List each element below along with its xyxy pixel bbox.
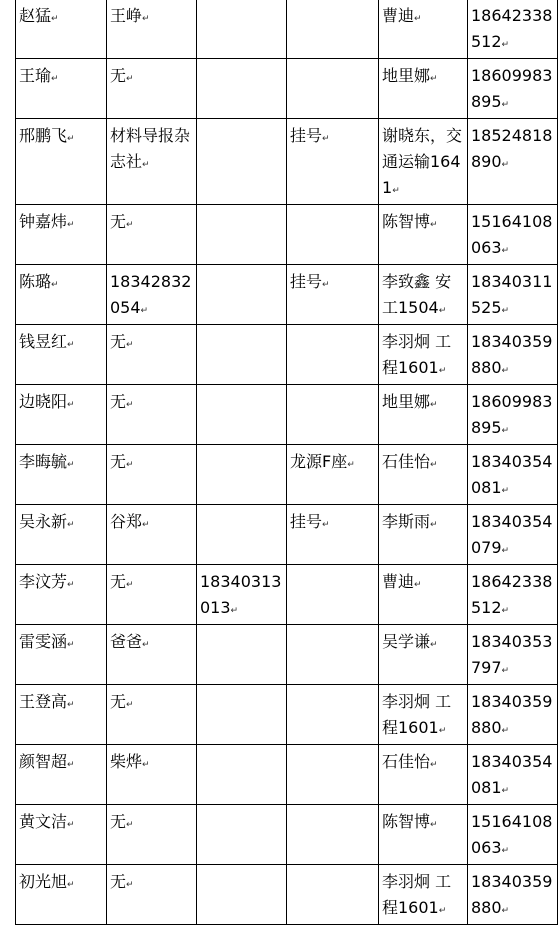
phone-cell: [197, 805, 287, 865]
table-row: [16, 385, 558, 445]
recipient-cell: [379, 805, 468, 865]
name-cell: [16, 0, 107, 59]
contact-cell: [107, 865, 197, 925]
contact-cell: [107, 805, 197, 865]
recipient-phone-cell: [468, 625, 558, 685]
cell-text: 李致鑫 安工1504: [382, 272, 452, 317]
paragraph-mark-icon: ↵: [322, 134, 330, 144]
contact-cell: [107, 505, 197, 565]
contact-cell: [107, 685, 197, 745]
paragraph-mark-icon: ↵: [126, 74, 134, 84]
recipient-phone-cell: [468, 205, 558, 265]
recipient-phone-cell: [468, 805, 558, 865]
paragraph-mark-icon: ↵: [67, 760, 75, 770]
contact-cell: [107, 565, 197, 625]
table-row: [16, 445, 558, 505]
cell-text: 谢晓东，交通运输1641: [382, 126, 463, 197]
cell-text: 18340354081: [471, 452, 553, 497]
note-cell: [287, 505, 379, 565]
recipient-phone-cell: [468, 745, 558, 805]
paragraph-mark-icon: ↵: [392, 186, 400, 196]
contact-cell: [107, 445, 197, 505]
phone-cell: [197, 0, 287, 59]
cell-text: 李晦毓: [19, 452, 68, 471]
cell-text: 柴烨: [110, 752, 143, 771]
cell-text: 18340313013: [200, 572, 282, 617]
paragraph-mark-icon: ↵: [501, 606, 510, 616]
cell-text: 18340359880: [471, 692, 553, 737]
table-row: [16, 205, 558, 265]
paragraph-mark-icon: ↵: [430, 640, 438, 650]
paragraph-mark-icon: ↵: [438, 306, 447, 316]
cell-text: 无: [110, 66, 127, 85]
paragraph-mark-icon: ↵: [430, 820, 438, 830]
paragraph-mark-icon: ↵: [142, 520, 150, 530]
cell-text: 赵猛: [19, 6, 52, 25]
cell-text: 龙源F座: [290, 452, 348, 471]
paragraph-mark-icon: ↵: [126, 400, 134, 410]
recipient-phone-cell: [468, 59, 558, 119]
note-cell: [287, 205, 379, 265]
cell-text: 地里娜: [382, 66, 431, 85]
paragraph-mark-icon: ↵: [126, 220, 134, 230]
name-cell: [16, 265, 107, 325]
cell-text: 边晓阳: [19, 392, 68, 411]
cell-text: 钱昱红: [19, 332, 68, 351]
name-cell: [16, 625, 107, 685]
name-cell: [16, 565, 107, 625]
name-cell: [16, 385, 107, 445]
table-row: [16, 745, 558, 805]
paragraph-mark-icon: ↵: [67, 220, 75, 230]
name-cell: [16, 119, 107, 205]
paragraph-mark-icon: ↵: [501, 246, 510, 256]
cell-text: 吴永新: [19, 512, 68, 531]
note-cell: [287, 565, 379, 625]
cell-text: 挂号: [290, 512, 323, 531]
cell-text: 颜智超: [19, 752, 68, 771]
paragraph-mark-icon: ↵: [501, 486, 510, 496]
paragraph-mark-icon: ↵: [67, 640, 75, 650]
note-cell: [287, 865, 379, 925]
cell-text: 吴学谦: [382, 632, 431, 651]
paragraph-mark-icon: ↵: [322, 520, 330, 530]
paragraph-mark-icon: ↵: [501, 100, 510, 110]
cell-text: 谷郑: [110, 512, 143, 531]
paragraph-mark-icon: ↵: [347, 460, 355, 470]
paragraph-mark-icon: ↵: [501, 546, 510, 556]
cell-text: 黄文洁: [19, 812, 68, 831]
phone-cell: [197, 565, 287, 625]
cell-text: 无: [110, 572, 127, 591]
name-cell: [16, 205, 107, 265]
contact-cell: [107, 265, 197, 325]
cell-text: 18340359880: [471, 332, 553, 377]
note-cell: [287, 685, 379, 745]
paragraph-mark-icon: ↵: [501, 366, 510, 376]
cell-text: 18609983895: [471, 392, 553, 437]
cell-text: 18642338512: [471, 572, 553, 617]
phone-cell: [197, 625, 287, 685]
paragraph-mark-icon: ↵: [430, 460, 438, 470]
cell-text: 王瑜: [19, 66, 52, 85]
cell-text: 李斯雨: [382, 512, 431, 531]
table-body: [16, 0, 558, 925]
contact-cell: [107, 745, 197, 805]
cell-text: 18340353797: [471, 632, 553, 677]
cell-text: 18642338512: [471, 6, 553, 51]
table-row: [16, 119, 558, 205]
note-cell: [287, 385, 379, 445]
paragraph-mark-icon: ↵: [126, 340, 134, 350]
phone-cell: [197, 59, 287, 119]
paragraph-mark-icon: ↵: [126, 700, 134, 710]
cell-text: 18340359880: [471, 872, 553, 917]
paragraph-mark-icon: ↵: [67, 340, 75, 350]
paragraph-mark-icon: ↵: [430, 760, 438, 770]
phone-cell: [197, 265, 287, 325]
cell-text: 18524818890: [471, 126, 553, 171]
paragraph-mark-icon: ↵: [501, 726, 510, 736]
phone-cell: [197, 205, 287, 265]
phone-cell: [197, 119, 287, 205]
cell-text: 18340354079: [471, 512, 553, 557]
recipient-cell: [379, 745, 468, 805]
paragraph-mark-icon: ↵: [126, 820, 134, 830]
cell-text: 无: [110, 872, 127, 891]
cell-text: 挂号: [290, 272, 323, 291]
name-cell: [16, 865, 107, 925]
recipient-phone-cell: [468, 119, 558, 205]
paragraph-mark-icon: ↵: [501, 846, 510, 856]
cell-text: 无: [110, 392, 127, 411]
paragraph-mark-icon: ↵: [414, 580, 422, 590]
recipient-cell: [379, 0, 468, 59]
cell-text: 李羽炯 工程1601: [382, 692, 452, 737]
phone-cell: [197, 445, 287, 505]
note-cell: [287, 805, 379, 865]
paragraph-mark-icon: ↵: [430, 74, 438, 84]
cell-text: 王登高: [19, 692, 68, 711]
table-row: [16, 265, 558, 325]
name-cell: [16, 59, 107, 119]
cell-text: 18609983895: [471, 66, 553, 111]
paragraph-mark-icon: ↵: [67, 580, 75, 590]
cell-text: 邢鹏飞: [19, 126, 68, 145]
contact-cell: [107, 0, 197, 59]
paragraph-mark-icon: ↵: [501, 666, 510, 676]
recipient-phone-cell: [468, 265, 558, 325]
paragraph-mark-icon: ↵: [142, 160, 150, 170]
cell-text: 石佳怡: [382, 452, 431, 471]
name-cell: [16, 805, 107, 865]
paragraph-mark-icon: ↵: [51, 14, 59, 24]
paragraph-mark-icon: ↵: [142, 640, 150, 650]
recipient-cell: [379, 445, 468, 505]
paragraph-mark-icon: ↵: [501, 426, 510, 436]
recipient-cell: [379, 205, 468, 265]
recipient-phone-cell: [468, 0, 558, 59]
note-cell: [287, 119, 379, 205]
cell-text: 18342832054: [110, 272, 192, 317]
paragraph-mark-icon: ↵: [501, 306, 510, 316]
contact-cell: [107, 119, 197, 205]
phone-cell: [197, 745, 287, 805]
table-row: [16, 325, 558, 385]
paragraph-mark-icon: ↵: [438, 366, 447, 376]
recipient-phone-cell: [468, 325, 558, 385]
recipient-cell: [379, 565, 468, 625]
recipient-cell: [379, 865, 468, 925]
name-cell: [16, 685, 107, 745]
cell-text: 陈璐: [19, 272, 52, 291]
recipient-cell: [379, 505, 468, 565]
paragraph-mark-icon: ↵: [67, 880, 75, 890]
note-cell: [287, 325, 379, 385]
note-cell: [287, 445, 379, 505]
table-row: [16, 59, 558, 119]
paragraph-mark-icon: ↵: [230, 606, 239, 616]
recipient-cell: [379, 685, 468, 745]
paragraph-mark-icon: ↵: [430, 220, 438, 230]
paragraph-mark-icon: ↵: [51, 74, 59, 84]
paragraph-mark-icon: ↵: [142, 760, 150, 770]
phone-cell: [197, 685, 287, 745]
recipient-phone-cell: [468, 385, 558, 445]
cell-text: 18340311525: [471, 272, 553, 317]
name-cell: [16, 505, 107, 565]
name-cell: [16, 325, 107, 385]
cell-text: 无: [110, 332, 127, 351]
recipient-phone-cell: [468, 865, 558, 925]
recipient-cell: [379, 325, 468, 385]
cell-text: 无: [110, 212, 127, 231]
contact-cell: [107, 325, 197, 385]
cell-text: 地里娜: [382, 392, 431, 411]
table-row: [16, 685, 558, 745]
paragraph-mark-icon: ↵: [438, 726, 447, 736]
paragraph-mark-icon: ↵: [126, 880, 134, 890]
note-cell: [287, 625, 379, 685]
paragraph-mark-icon: ↵: [67, 400, 75, 410]
table-row: [16, 0, 558, 59]
recipient-cell: [379, 119, 468, 205]
paragraph-mark-icon: ↵: [140, 306, 149, 316]
paragraph-mark-icon: ↵: [414, 14, 422, 24]
paragraph-mark-icon: ↵: [501, 160, 510, 170]
table-row: [16, 505, 558, 565]
cell-text: 无: [110, 452, 127, 471]
cell-text: 无: [110, 692, 127, 711]
table-row: [16, 625, 558, 685]
paragraph-mark-icon: ↵: [322, 280, 330, 290]
note-cell: [287, 59, 379, 119]
recipient-phone-cell: [468, 685, 558, 745]
cell-text: 无: [110, 812, 127, 831]
contact-cell: [107, 625, 197, 685]
contact-cell: [107, 205, 197, 265]
name-cell: [16, 745, 107, 805]
cell-text: 爸爸: [110, 632, 143, 651]
paragraph-mark-icon: ↵: [430, 400, 438, 410]
paragraph-mark-icon: ↵: [67, 134, 75, 144]
paragraph-mark-icon: ↵: [430, 520, 438, 530]
phone-cell: [197, 505, 287, 565]
cell-text: 石佳怡: [382, 752, 431, 771]
note-cell: [287, 0, 379, 59]
phone-cell: [197, 865, 287, 925]
cell-text: 陈智博: [382, 812, 431, 831]
contact-cell: [107, 59, 197, 119]
table-row: [16, 565, 558, 625]
paragraph-mark-icon: ↵: [142, 14, 150, 24]
cell-text: 李汶芳: [19, 572, 68, 591]
paragraph-mark-icon: ↵: [51, 280, 59, 290]
cell-text: 王峥: [110, 6, 143, 25]
cell-text: 15164108063: [471, 212, 553, 257]
cell-text: 初光旭: [19, 872, 68, 891]
contact-cell: [107, 385, 197, 445]
cell-text: 15164108063: [471, 812, 553, 857]
paragraph-mark-icon: ↵: [67, 820, 75, 830]
cell-text: 材料导报杂志社: [110, 126, 191, 171]
paragraph-mark-icon: ↵: [67, 460, 75, 470]
phone-cell: [197, 385, 287, 445]
cell-text: 挂号: [290, 126, 323, 145]
cell-text: 李羽炯 工程1601: [382, 872, 452, 917]
paragraph-mark-icon: ↵: [438, 906, 447, 916]
cell-text: 18340354081: [471, 752, 553, 797]
paragraph-mark-icon: ↵: [501, 786, 510, 796]
table-row: [16, 805, 558, 865]
paragraph-mark-icon: ↵: [501, 40, 510, 50]
recipient-phone-cell: [468, 505, 558, 565]
paragraph-mark-icon: ↵: [501, 906, 510, 916]
cell-text: 曹迪: [382, 6, 415, 25]
recipient-cell: [379, 265, 468, 325]
recipient-cell: [379, 385, 468, 445]
cell-text: 钟嘉炜: [19, 212, 68, 231]
paragraph-mark-icon: ↵: [67, 520, 75, 530]
recipient-cell: [379, 625, 468, 685]
phone-cell: [197, 325, 287, 385]
contact-table: [15, 0, 558, 925]
recipient-cell: [379, 59, 468, 119]
note-cell: [287, 265, 379, 325]
paragraph-mark-icon: ↵: [67, 700, 75, 710]
note-cell: [287, 745, 379, 805]
paragraph-mark-icon: ↵: [126, 460, 134, 470]
cell-text: 雷雯涵: [19, 632, 68, 651]
recipient-phone-cell: [468, 445, 558, 505]
recipient-phone-cell: [468, 565, 558, 625]
cell-text: 曹迪: [382, 572, 415, 591]
cell-text: 李羽炯 工程1601: [382, 332, 452, 377]
cell-text: 陈智博: [382, 212, 431, 231]
paragraph-mark-icon: ↵: [126, 580, 134, 590]
name-cell: [16, 445, 107, 505]
table-row: [16, 865, 558, 925]
